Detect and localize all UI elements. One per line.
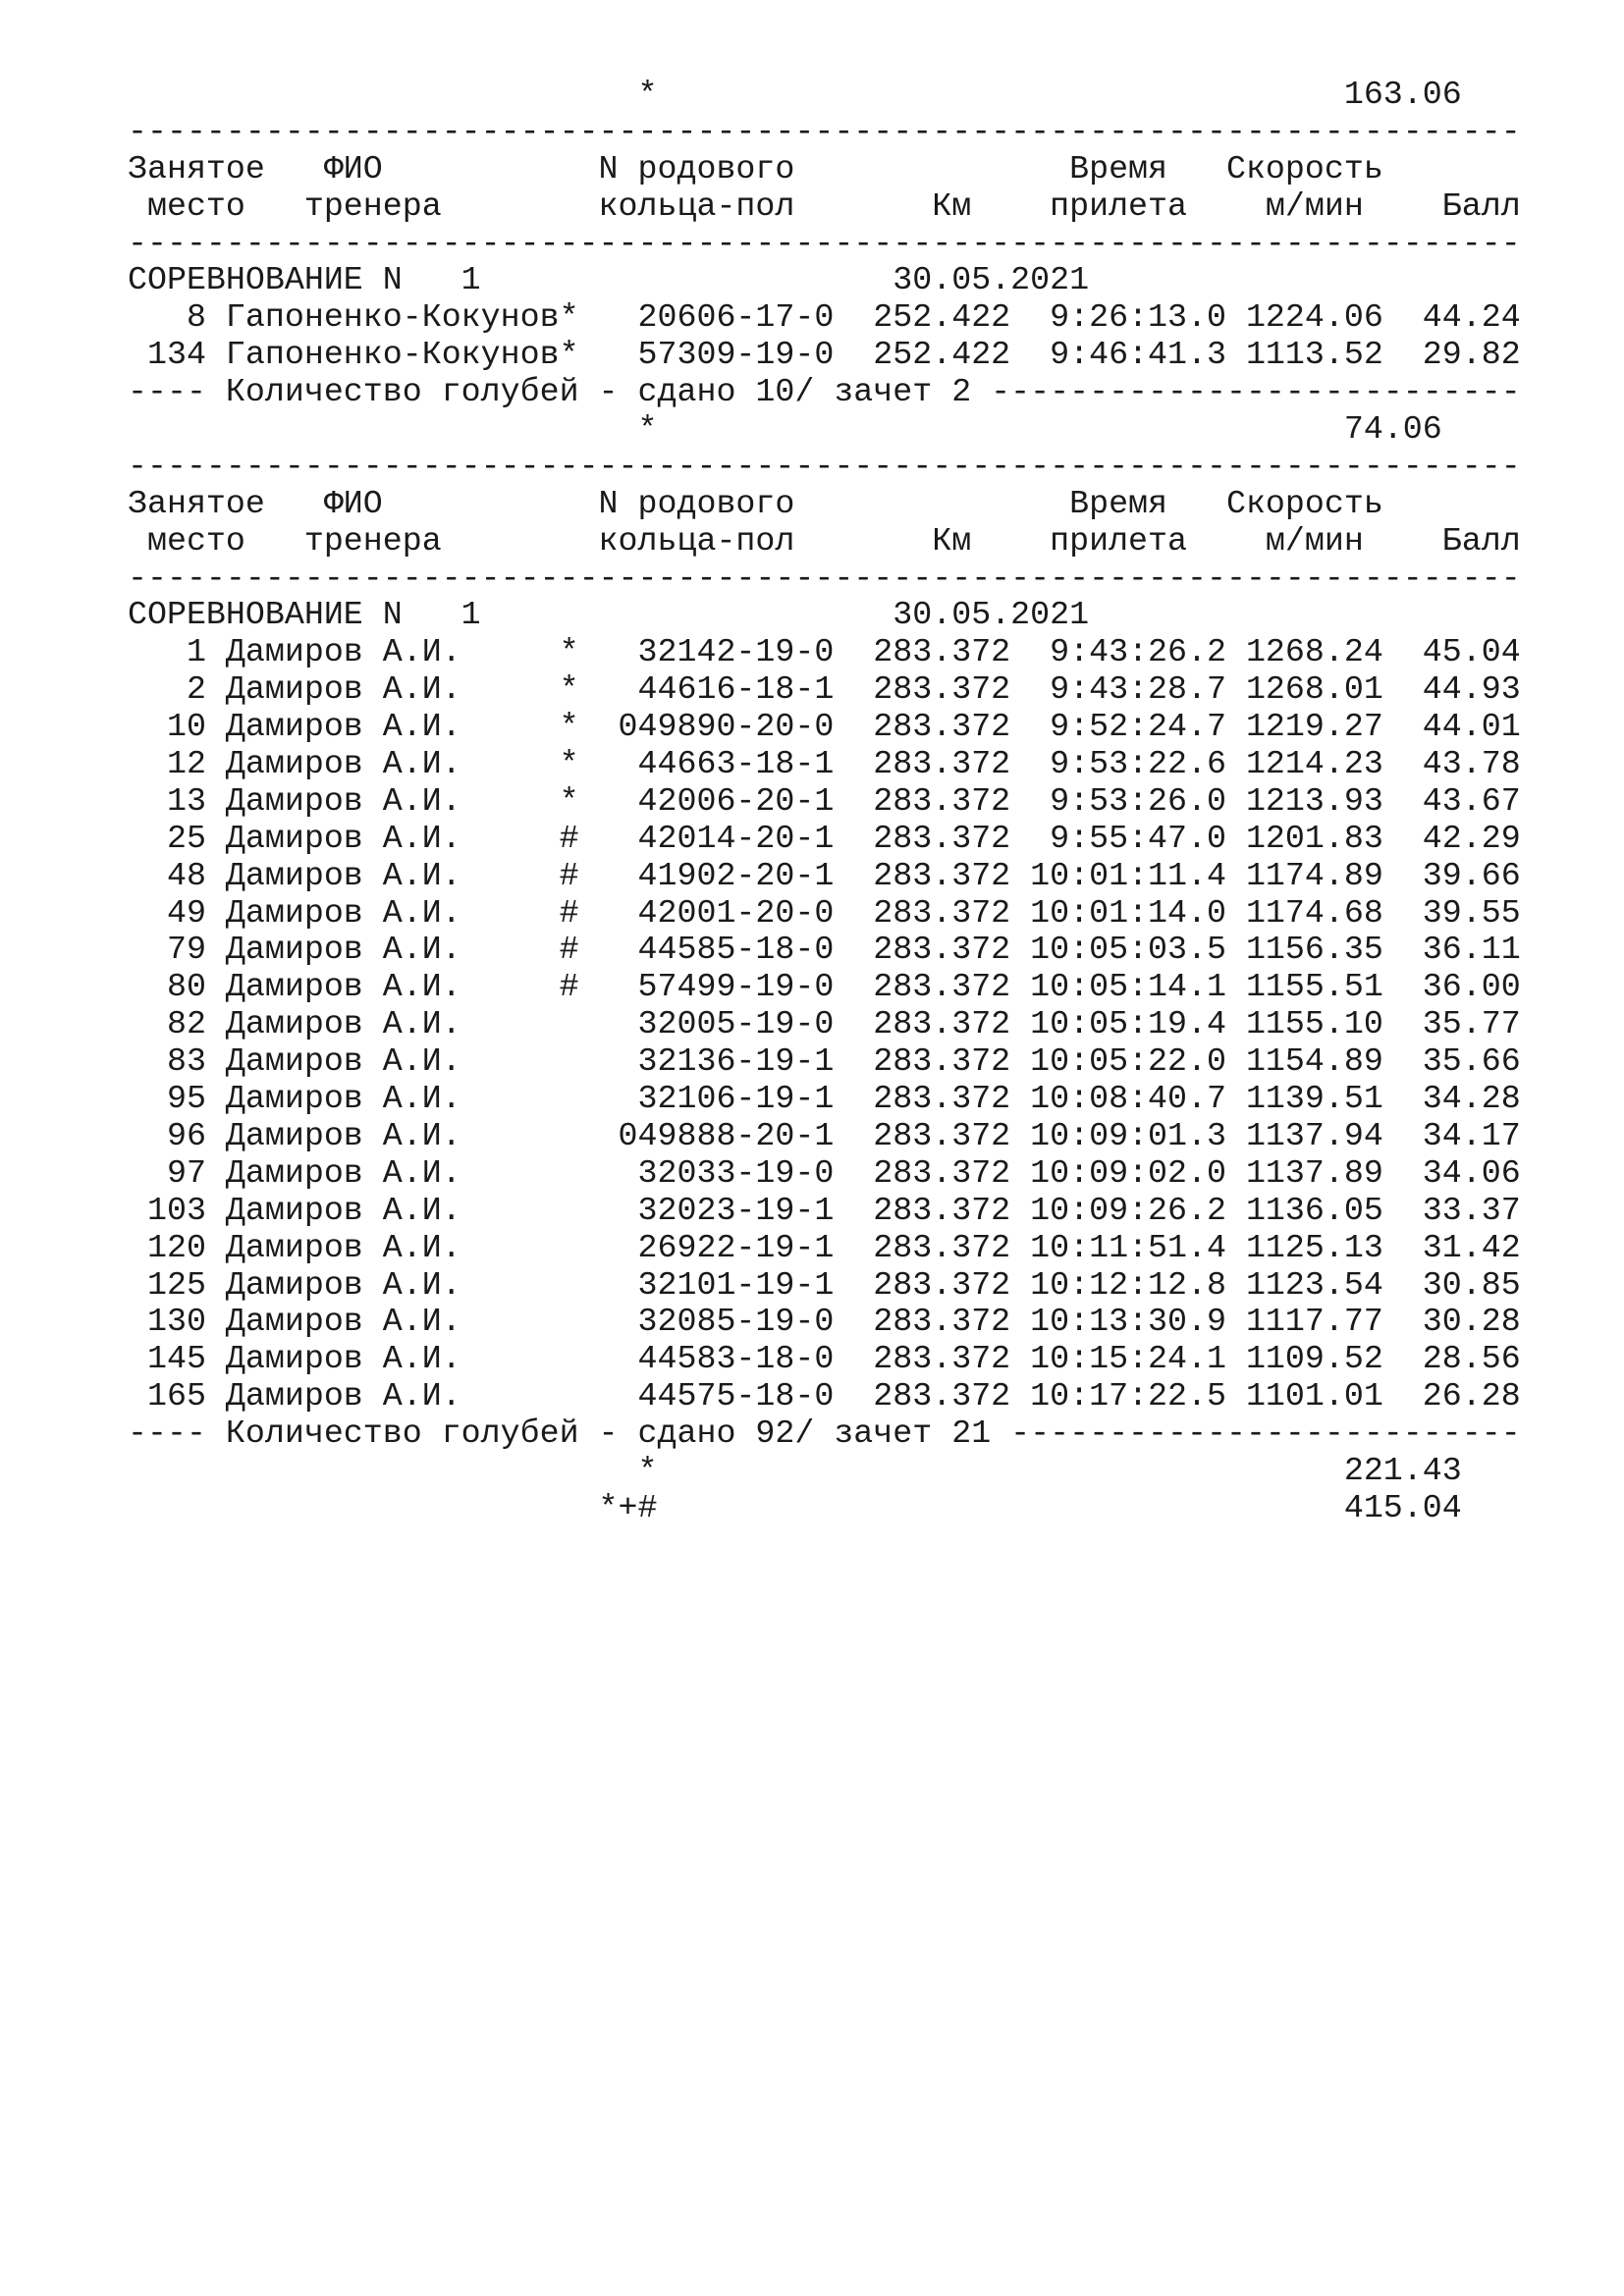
grand-total-line: *+# 415.04 [128, 1488, 1462, 1526]
column-header-line-2: место тренера кольца-пол Км прилета м/мин Балл [128, 521, 1521, 560]
result-row: 2 Дамиров А.И. * 44616-18-1 283.372 9:43:28.7 1268.01 44.93 [128, 670, 1521, 709]
column-header-line-2: место тренера кольца-пол Км прилета м/мин Балл [128, 187, 1521, 225]
result-row: 145 Дамиров А.И. 44583-18-0 283.372 10:15:24.1 1109.52 28.56 [128, 1340, 1521, 1378]
result-row: 49 Дамиров А.И. # 42001-20-0 283.372 10:01:14.0 1174.68 39.55 [128, 893, 1521, 932]
result-row: 79 Дамиров А.И. # 44585-18-0 283.372 10:05:03.5 1156.35 36.11 [128, 931, 1521, 969]
column-header-line-1: Занятое ФИО N родового Время Скорость [128, 484, 1383, 522]
result-row: 1 Дамиров А.И. * 32142-19-0 283.372 9:43:26.2 1268.24 45.04 [128, 633, 1521, 671]
result-row: 96 Дамиров А.И. 049888-20-1 283.372 10:09:01.3 1137.94 34.17 [128, 1116, 1521, 1154]
competition-heading: СОРЕВНОВАНИЕ N 1 30.05.2021 [128, 596, 1090, 634]
result-row: 83 Дамиров А.И. 32136-19-1 283.372 10:05:22.0 1154.89 35.66 [128, 1042, 1521, 1081]
result-row: 25 Дамиров А.И. # 42014-20-1 283.372 9:55:47.0 1201.83 42.29 [128, 819, 1521, 857]
result-row: 13 Дамиров А.И. * 42006-20-1 283.372 9:53:26.0 1213.93 43.67 [128, 781, 1521, 820]
result-row: 130 Дамиров А.И. 32085-19-0 283.372 10:13:30.9 1117.77 30.28 [128, 1303, 1521, 1341]
result-row: 12 Дамиров А.И. * 44663-18-1 283.372 9:53:22.6 1214.23 43.78 [128, 745, 1521, 783]
result-row: 10 Дамиров А.И. * 049890-20-0 283.372 9:52:24.7 1219.27 44.01 [128, 708, 1521, 746]
separator-line: ----------------------------------------------------------------------- [128, 559, 1521, 597]
result-row: 134 Гапоненко-Кокунов* 57309-19-0 252.422 9:46:41.3 1113.52 29.82 [128, 336, 1521, 374]
column-header-line-1: Занятое ФИО N родового Время Скорость [128, 149, 1383, 187]
result-row: 97 Дамиров А.И. 32033-19-0 283.372 10:09:02.0 1137.89 34.06 [128, 1153, 1521, 1192]
result-row: 48 Дамиров А.И. # 41902-20-1 283.372 10:01:11.4 1174.89 39.66 [128, 856, 1521, 894]
separator-line: ----------------------------------------------------------------------- [128, 447, 1521, 485]
result-row: 125 Дамиров А.И. 32101-19-1 283.372 10:12:12.8 1123.54 30.85 [128, 1265, 1521, 1304]
result-row: 103 Дамиров А.И. 32023-19-1 283.372 10:09:26.2 1136.05 33.37 [128, 1191, 1521, 1229]
result-row: 8 Гапоненко-Кокунов* 20606-17-0 252.422 9:26:13.0 1224.06 44.24 [128, 298, 1521, 337]
separator-line: ----------------------------------------------------------------------- [128, 112, 1521, 150]
pigeon-count-line: ---- Количество голубей - сдано 10/ зачет 2 --------------------------- [128, 373, 1521, 411]
result-row: 165 Дамиров А.И. 44575-18-0 283.372 10:17:22.5 1101.01 26.28 [128, 1377, 1521, 1415]
separator-line: ----------------------------------------------------------------------- [128, 224, 1521, 262]
competition-heading: СОРЕВНОВАНИЕ N 1 30.05.2021 [128, 261, 1090, 299]
report-sheet [128, 77, 1521, 1527]
subtotal-line: * 74.06 [128, 410, 1442, 449]
pigeon-count-line: ---- Количество голубей - сдано 92/ зачет 21 -------------------------- [128, 1415, 1521, 1453]
result-row: 80 Дамиров А.И. # 57499-19-0 283.372 10:05:14.1 1155.51 36.00 [128, 968, 1521, 1006]
subtotal-line: * 221.43 [128, 1451, 1462, 1489]
result-row: 82 Дамиров А.И. 32005-19-0 283.372 10:05:19.4 1155.10 35.77 [128, 1005, 1521, 1043]
result-row: 95 Дамиров А.И. 32106-19-1 283.372 10:08:40.7 1139.51 34.28 [128, 1080, 1521, 1118]
subtotal-line: * 163.06 [128, 76, 1462, 113]
result-row: 120 Дамиров А.И. 26922-19-1 283.372 10:11:51.4 1125.13 31.42 [128, 1228, 1521, 1266]
